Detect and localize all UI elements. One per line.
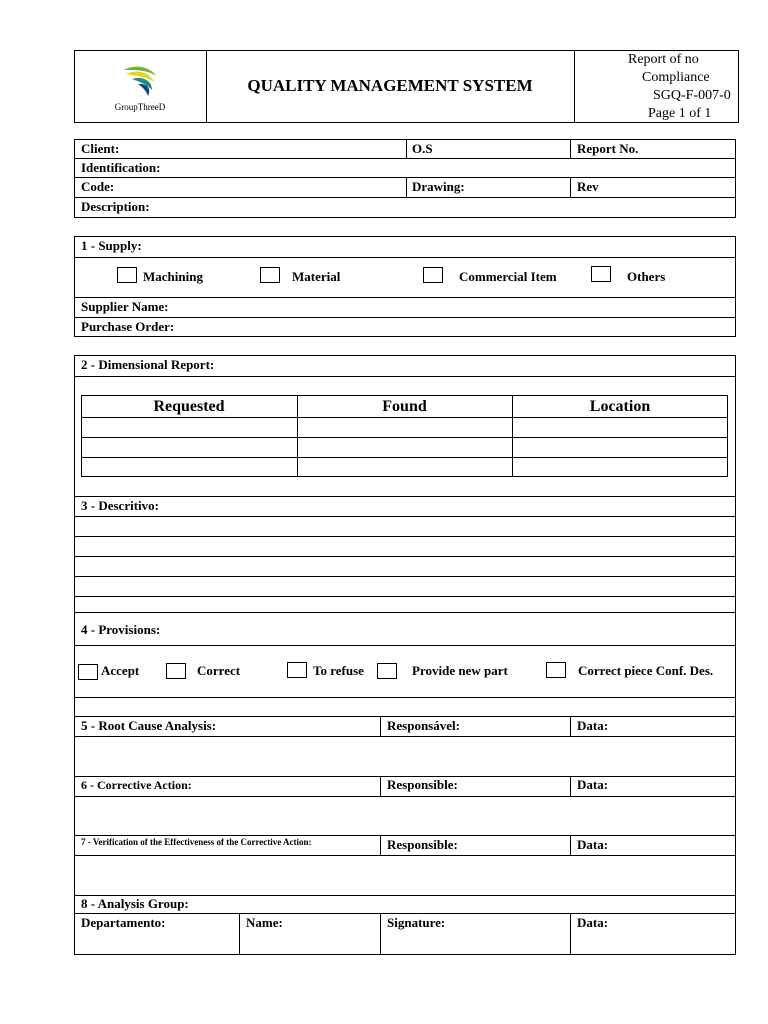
- commercial-item-label: Commercial Item: [459, 269, 557, 284]
- root-cause-date: Data:: [577, 718, 609, 733]
- identification-label: Identification:: [81, 160, 161, 175]
- header-divider: [574, 50, 575, 123]
- col-line: [570, 835, 571, 855]
- to-refuse-checkbox[interactable]: [287, 662, 307, 678]
- corrective-responsible: Responsible:: [387, 777, 458, 792]
- verification-date: Data:: [577, 837, 609, 852]
- material-label: Material: [292, 269, 341, 284]
- to-refuse-label: To refuse: [313, 663, 364, 678]
- logo-text: GroupThreeD: [114, 102, 166, 112]
- provisions-title: 4 - Provisions:: [81, 622, 161, 637]
- corrective-title: 6 - Corrective Action:: [81, 778, 192, 792]
- row-line: [74, 197, 736, 198]
- department-label: Departamento:: [81, 915, 166, 930]
- doc-title-line2: Compliance: [642, 70, 710, 85]
- requested-header: Requested: [153, 398, 225, 415]
- correct-piece-label: Correct piece Conf. Des.: [578, 663, 714, 678]
- supplier-name-label: Supplier Name:: [81, 299, 169, 314]
- row-line: [74, 317, 736, 318]
- doc-code: SGQ-F-007-0: [653, 88, 731, 103]
- row-line: [74, 158, 736, 159]
- table-row-line: [81, 417, 728, 418]
- name-label: Name:: [246, 915, 283, 930]
- row-line: [74, 645, 736, 646]
- row-line: [74, 536, 736, 537]
- row-line: [74, 177, 736, 178]
- analysis-date-label: Data:: [577, 915, 609, 930]
- code-label: Code:: [81, 179, 115, 194]
- col-line: [380, 776, 381, 796]
- root-cause-title: 5 - Root Cause Analysis:: [81, 718, 217, 733]
- machining-checkbox[interactable]: [117, 267, 137, 283]
- supply-title: 1 - Supply:: [81, 238, 142, 253]
- correct-piece-checkbox[interactable]: [546, 662, 566, 678]
- row-line: [74, 855, 736, 856]
- col-line: [380, 716, 381, 736]
- row-line: [74, 516, 736, 517]
- signature-label: Signature:: [387, 915, 446, 930]
- col-line: [406, 139, 407, 158]
- col-line: [570, 716, 571, 736]
- row-line: [74, 297, 736, 298]
- col-line: [380, 913, 381, 955]
- verification-title: 7 - Verification of the Effectiveness of the Corrective Action:: [81, 837, 312, 847]
- company-logo: [118, 64, 162, 98]
- description-label: Description:: [81, 199, 150, 214]
- row-line: [74, 496, 736, 497]
- others-label: Others: [627, 269, 666, 284]
- page-title: QUALITY MANAGEMENT SYSTEM: [247, 76, 533, 95]
- row-line: [74, 796, 736, 797]
- correct-checkbox[interactable]: [166, 663, 186, 679]
- descriptive-title: 3 - Descritivo:: [81, 498, 159, 513]
- table-row-line: [81, 457, 728, 458]
- table-row-line: [81, 437, 728, 438]
- page-number: Page 1 of 1: [648, 106, 712, 121]
- provide-new-part-label: Provide new part: [412, 663, 508, 678]
- row-line: [74, 376, 736, 377]
- col-line: [570, 913, 571, 955]
- row-line: [74, 612, 736, 613]
- purchase-order-label: Purchase Order:: [81, 319, 175, 334]
- col-line: [239, 913, 240, 955]
- row-line: [74, 576, 736, 577]
- root-cause-responsible: Responsável:: [387, 718, 460, 733]
- corrective-date: Data:: [577, 777, 609, 792]
- provide-new-part-checkbox[interactable]: [377, 663, 397, 679]
- row-line: [74, 596, 736, 597]
- accept-label: Accept: [101, 663, 140, 678]
- row-line: [74, 257, 736, 258]
- others-checkbox[interactable]: [591, 266, 611, 282]
- correct-label: Correct: [197, 663, 241, 678]
- col-line: [380, 835, 381, 855]
- report-no-label: Report No.: [577, 141, 639, 156]
- material-checkbox[interactable]: [260, 267, 280, 283]
- found-header: Found: [382, 398, 427, 415]
- commercial-item-checkbox[interactable]: [423, 267, 443, 283]
- col-line: [406, 177, 407, 197]
- dimensional-title: 2 - Dimensional Report:: [81, 357, 215, 372]
- drawing-label: Drawing:: [412, 179, 465, 194]
- row-line: [74, 556, 736, 557]
- os-label: O.S: [412, 141, 433, 156]
- col-line: [570, 139, 571, 158]
- verification-responsible: Responsible:: [387, 837, 458, 852]
- row-line: [74, 736, 736, 737]
- col-line: [570, 177, 571, 197]
- analysis-group-title: 8 - Analysis Group:: [81, 896, 189, 911]
- doc-title-line1: Report of no: [628, 52, 699, 67]
- accept-checkbox[interactable]: [78, 664, 98, 680]
- machining-label: Machining: [143, 269, 203, 284]
- rev-label: Rev: [577, 179, 599, 194]
- col-line: [570, 776, 571, 796]
- row-line: [74, 913, 736, 914]
- row-line: [74, 697, 736, 698]
- location-header: Location: [589, 398, 651, 415]
- client-label: Client:: [81, 141, 120, 156]
